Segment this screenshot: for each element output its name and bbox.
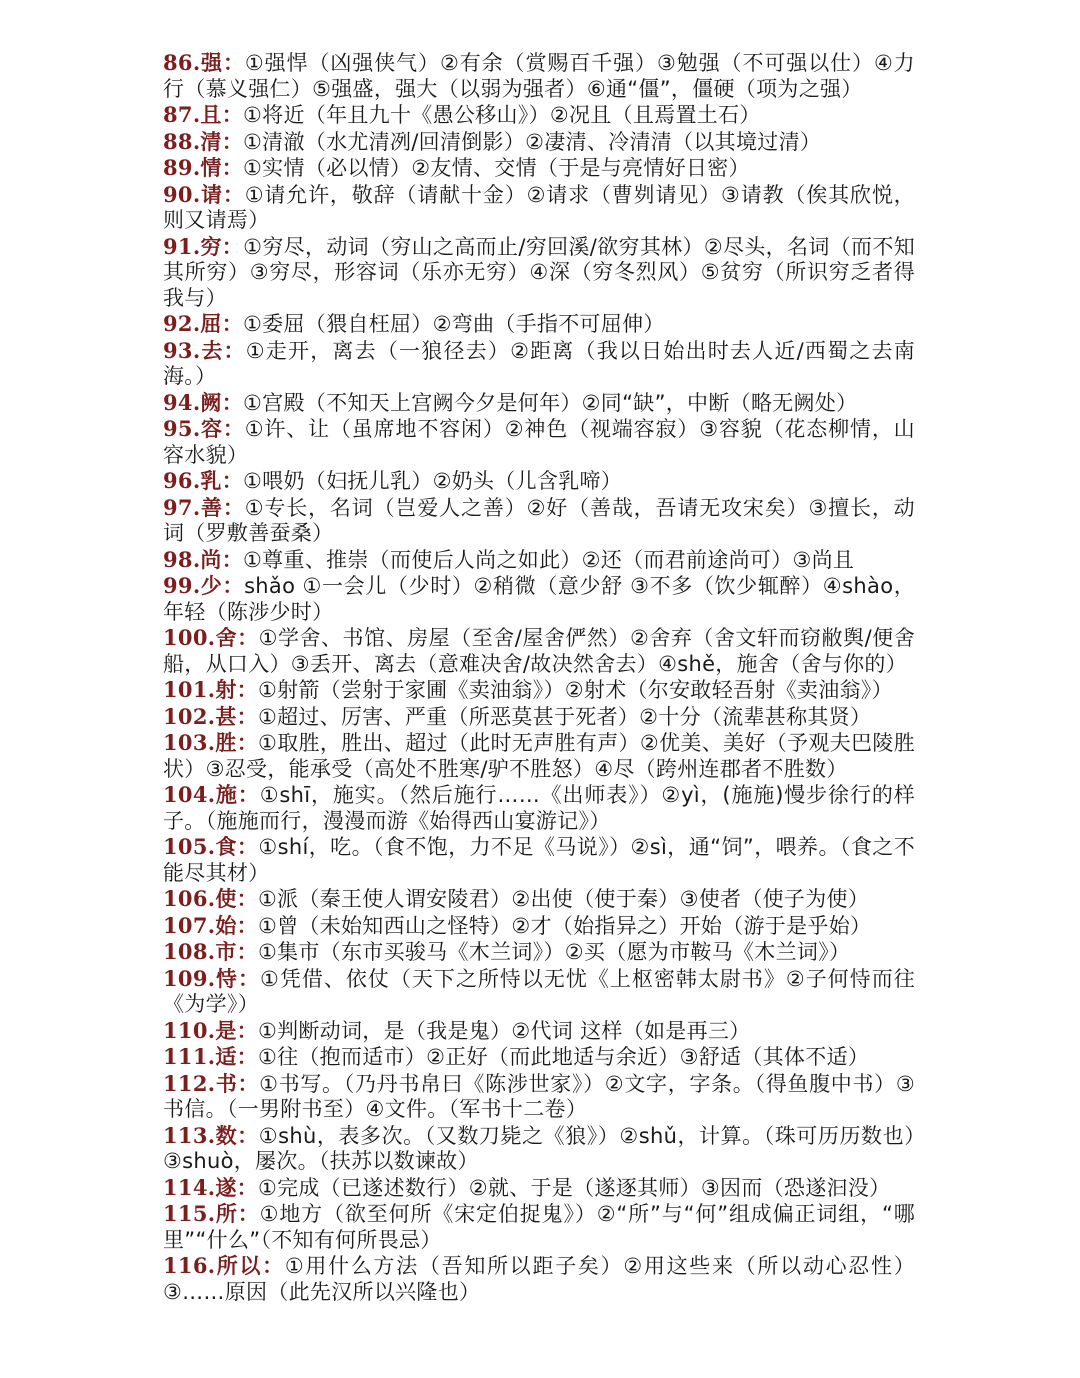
entry-body: ①凭借、依仗（天下之所恃以无忧《上枢密韩太尉书》②子何恃而往《为学》） — [163, 966, 915, 1016]
entry-99 — [163, 573, 915, 625]
entry-body: ①集市（东市买骏马《木兰词》）②买（愿为市鞍马《木兰词》） — [257, 940, 851, 964]
entry-110 — [163, 1018, 915, 1045]
entry-head: 96.乳： — [163, 468, 244, 493]
entry-head: 106.使： — [163, 886, 258, 911]
entry-115 — [163, 1201, 915, 1253]
entry-87 — [163, 102, 915, 129]
entry-body: ①将近（年且九十《愚公移山》）②况且（且焉置土石） — [243, 103, 761, 127]
entry-102 — [163, 704, 915, 731]
entry-head: 88.清： — [163, 128, 244, 154]
entry-108 — [163, 939, 915, 966]
entry-89 — [163, 155, 915, 182]
entry-body: ①学舍、书馆、房屋（至舍/屋舍俨然）②舍弃（舍文轩而窃敝舆/便舍船，从口入）③丢开、离去（意难决舍/故决然舍去）④shě，施舍（舍与你的） — [163, 626, 915, 676]
entry-116 — [163, 1253, 915, 1305]
entry-body: ①宫殿（不知天上宫阙今夕是何年）②同“缺”，中断（略无阙处） — [243, 390, 858, 415]
entry-88 — [163, 129, 915, 156]
entry-109 — [163, 966, 915, 1018]
entry-body: ①取胜，胜出、超过（此时无声胜有声）②优美、美好（予观夫巴陵胜状）③忍受，能承受（高处不胜寒/驴不胜怒）④尽（跨州连郡者不胜数） — [163, 731, 915, 781]
entry-112 — [163, 1071, 915, 1123]
entry-111 — [163, 1044, 915, 1071]
entry-90 — [163, 182, 915, 234]
entry-body: ①曾（未始知西山之怪特）②才（始指异之）开始（游于是乎始） — [257, 913, 872, 938]
entry-head: 113.数： — [163, 1122, 259, 1148]
entry-body: ①走开，离去（一狼径去）②距离（我以日始出时去人近/西蜀之去南海。） — [163, 338, 915, 388]
entry-head: 94.阙： — [163, 389, 244, 415]
entry-93 — [163, 338, 915, 390]
entry-head: 90.请： — [163, 181, 245, 207]
entry-head: 107.始： — [163, 912, 258, 938]
entry-head: 114.遂： — [163, 1174, 258, 1200]
entry-head: 115.所： — [163, 1201, 260, 1226]
entry-body: ①书写。（乃丹书帛曰《陈涉世家》）②文字，字条。（得鱼腹中书）③书信。（一男附书至）④文件。（军书十二卷） — [163, 1071, 915, 1121]
entry-body: ①射箭（尝射于家圃《卖油翁》）②射术（尔安敢轻吾射《卖油翁》） — [257, 678, 893, 702]
entry-body: ①派（秦王使人谓安陵君）②出使（使于秦）③使者（使子为使） — [257, 887, 870, 911]
entry-head: 116.所以： — [163, 1253, 285, 1278]
entry-head: 93.去： — [163, 337, 246, 363]
entry-head: 91.穷： — [163, 233, 244, 259]
entry-head: 108.市： — [163, 939, 258, 964]
entry-114 — [163, 1175, 915, 1202]
entry-98 — [163, 547, 915, 574]
entry-body: ①完成（已遂述数行）②就、于是（遂逐其师）③因而（恐遂汩没） — [257, 1175, 891, 1200]
entry-body: ①尊重、推崇（而使后人尚之如此）②还（而君前途尚可）③尚且 — [243, 547, 855, 572]
entry-107 — [163, 913, 915, 940]
entry-86 — [163, 50, 915, 102]
entry-head: 102.甚： — [163, 703, 258, 729]
entry-106 — [163, 886, 915, 913]
entry-head: 95.容： — [163, 416, 245, 441]
entry-head: 89.情： — [163, 155, 244, 180]
entry-body: ①清澈（水尤清冽/回清倒影）②凄清、冷清清（以其境过清） — [243, 129, 822, 154]
entry-head: 112.书： — [163, 1070, 260, 1096]
entry-100 — [163, 625, 915, 677]
entry-104 — [163, 782, 915, 834]
entry-105 — [163, 834, 915, 886]
entry-head: 111.适： — [163, 1044, 258, 1069]
entry-head: 110.是： — [163, 1017, 258, 1043]
entry-head: 97.善： — [163, 494, 245, 520]
entry-body: ①地方（欲至何所《宋定伯捉鬼》）②“所”与“何”组成偏正词组，“哪里”“什么”（不知有何所畏忌） — [163, 1202, 916, 1252]
entry-body: ①shī，施实。（然后施行……《出师表》）②yì，(施施)慢步徐行的样子。（施施而行，漫漫而游《始得西山宴游记》） — [163, 783, 916, 833]
entry-body: ①实情（必以情）②友情、交情（于是与亮情好日密） — [243, 156, 750, 180]
vocabulary-list — [163, 50, 915, 1305]
entry-body: ①穷尽，动词（穷山之高而止/穷回溪/欲穷其林）②尽头，名词（而不知其所穷）③穷尽，形容词（乐亦无穷）④深（穷冬烈风）⑤贫穷（所识穷乏者得我与） — [163, 234, 915, 310]
entry-head: 99.少： — [163, 573, 245, 598]
entry-head: 104.施： — [163, 782, 260, 807]
entry-head: 101.射： — [163, 677, 258, 702]
entry-body: ①专长，名词（岂爱人之善）②好（善哉，吾请无攻宋矣）③擅长，动词（罗敷善蚕桑） — [163, 495, 915, 545]
entry-head: 86.强： — [163, 50, 245, 75]
entry-body: ①shù，表多次。（又数刀毙之《狼》）②shǔ，计算。（珠可历历数也）③shuò，屡次。（扶苏以数谏故） — [163, 1123, 915, 1173]
entry-head: 92.屈： — [163, 311, 244, 336]
entry-body: ①shí，吃。（食不饱，力不足《马说》）②sì，通“饲”，喂养。（食之不能尽其材） — [163, 835, 915, 885]
entry-94 — [163, 390, 915, 417]
entry-91 — [163, 234, 915, 312]
entry-body: ①强悍（凶强侠气）②有余（赏赐百千强）③勉强（不可强以仕）④力行（慕义强仁）⑤强盛，强大（以弱为强者）⑥通“僵”，僵硬（项为之强） — [163, 51, 915, 101]
entry-body: ①判断动词，是（我是鬼）②代词 这样（如是再三） — [257, 1018, 751, 1043]
entry-head: 109.恃： — [163, 965, 261, 991]
entry-head: 103.胜： — [163, 730, 259, 755]
entry-body: ①用什么方法（吾知所以距子矣）②用这些来（所以动心忍性）③……原因（此先汉所以兴隆也） — [163, 1254, 915, 1304]
entry-body: ①往（抱而适市）②正好（而此地适与余近）③舒适（其体不适） — [257, 1045, 870, 1069]
entry-head: 105.食： — [163, 834, 259, 859]
entry-head: 98.尚： — [163, 546, 244, 572]
entry-92 — [163, 311, 915, 338]
entry-body: ①喂奶（妇抚儿乳）②奶头（儿含乳啼） — [243, 469, 623, 493]
entry-head: 100.舍： — [163, 625, 259, 650]
entry-95 — [163, 416, 915, 468]
entry-body: ①超过、厉害、严重（所恶莫甚于死者）②十分（流辈甚称其贤） — [257, 704, 872, 729]
entry-113 — [163, 1123, 915, 1175]
entry-103 — [163, 730, 915, 782]
entry-97 — [163, 495, 915, 547]
entry-body: ①请允许，敬辞（请献十金）②请求（曹刿请见）③请教（俟其欣悦，则又请焉） — [163, 182, 915, 232]
entry-body: ①委屈（猥自枉屈）②弯曲（手指不可屈伸） — [243, 312, 665, 336]
entry-101 — [163, 677, 915, 704]
entry-body: shǎo ①一会儿（少时）②稍微（意少舒 ③不多（饮少辄醉）④shào，年轻（陈涉少时） — [163, 574, 915, 624]
entry-body: ①许、让（虽席地不容闲）②神色（视端容寂）③容貌（花态柳情，山容水貌） — [163, 417, 915, 467]
entry-head: 87.且： — [163, 102, 244, 127]
entry-96 — [163, 468, 915, 495]
